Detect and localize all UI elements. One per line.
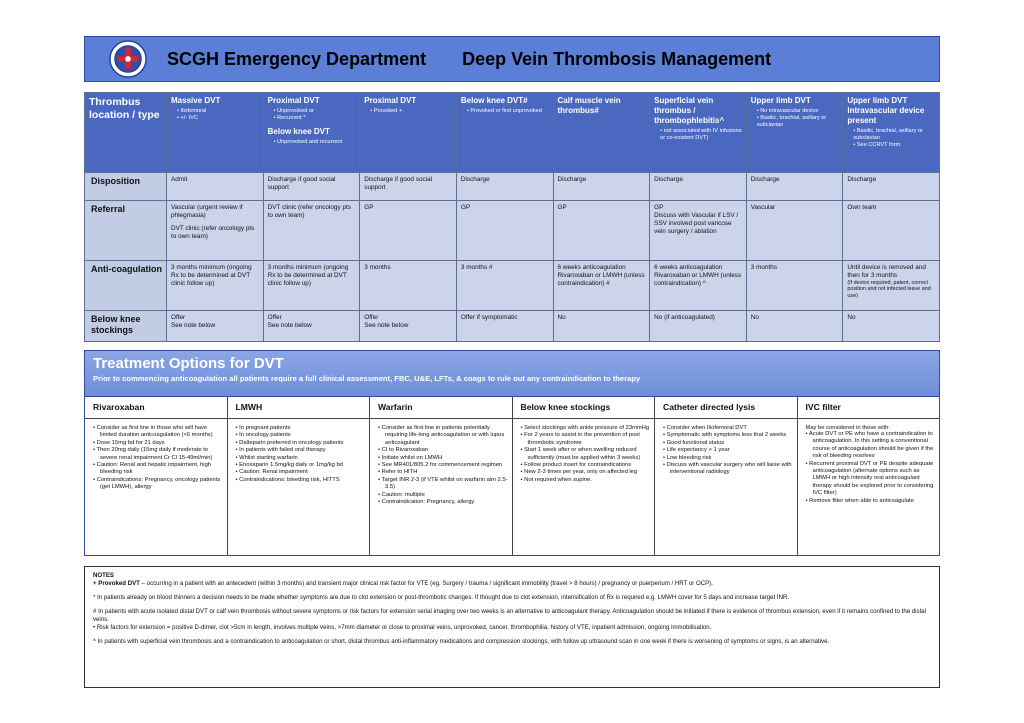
treatment-title: Treatment Options for DVT (93, 355, 284, 372)
treatment-lead: May be considered in those with: (805, 425, 890, 431)
note-caret: ^ In patients with superficial vein thrombosis and a contraindication to anticoagulation or short, distal thrombus anti-inflammatory medications and compression stockings, with follow up ultrasound scan in one week if there is worsening of symptoms or signs, is an alternative. (93, 638, 830, 646)
treatment-column-heading: Catheter directed lysis (655, 397, 797, 419)
list-item: • New 2-3 times per year, only on affected leg (521, 469, 651, 476)
list-item: • Follow product insert for contraindications (521, 462, 651, 469)
list-item: • For 2 years to assist in the prevention of post thrombotic syndrome (521, 432, 651, 447)
list-item: • Life expectancy > 1 year (663, 447, 793, 454)
list-item: • Caution: multiple (378, 492, 508, 499)
note-provoked: + Provoked DVT – occurring in a patient with an antecedent (within 3 months) and transient major clinical risk factor for VTE (eg. Surgery / trauma / significant immobility (travel > 8 hours) / pregnancy or puerperium / HRT or OCP). (93, 580, 713, 588)
table-cell: Discharge (456, 173, 553, 201)
table-cell: Offer See note below (263, 311, 360, 342)
list-item: • Contraindications: bleeding risk, HITTS (236, 477, 366, 484)
table-row-anticoagulation (85, 260, 940, 310)
treatment-column (370, 397, 513, 555)
treatment-subtitle: Prior to commencing anticoagulation all patients require a full clinical assessment, FBC, U&E, LFTs, & coags to rule out any contraindication to therapy (93, 374, 641, 383)
list-item: • Caution: Renal impairment (236, 469, 366, 476)
table-cell: GP (456, 201, 553, 261)
table-cell: No (553, 311, 650, 342)
list-item: • Initiate whilst on LMWH (378, 455, 508, 462)
col-calf-muscle: Calf muscle vein thrombus# (553, 93, 650, 173)
list-item: • In patients with failed oral therapy (236, 447, 366, 454)
list-item: • Start 1 week after or when swelling reduced sufficiently (must be applied within 3 weeks) (521, 447, 651, 462)
table-cell: GP Discuss with Vascular if LSV / SSV involved post varicose vein surgery / ablation (650, 201, 747, 261)
table-cell: 3 months minimum (ongoing Rx to be determined at DVT clinic follow up) (263, 260, 360, 310)
document-title: Deep Vein Thrombosis Management (462, 48, 772, 69)
list-item: • Consider as first line in patients potentially requiring life-long anticoagulation or with lupus anticoagulant (378, 425, 508, 447)
list-item: • Dalteparin preferred in oncology patients (236, 440, 366, 447)
list-item: • Consider when Iliofemoral DVT (663, 425, 793, 432)
list-item: • Not required when supine. (521, 477, 651, 484)
org-title: SCGH Emergency Department (167, 48, 427, 69)
table-cell: 3 months (360, 260, 457, 310)
treatment-list (93, 425, 223, 492)
table-cell: No (843, 311, 940, 342)
note-hash: # In patients with acute isolated distal DVT or calf vein thrombosis without severe symptoms or risk factors for extension serial imaging over two weeks is an alternative to anticoagulant therapy. Anticoagulation should be initiated if there is evidence of thrombus extension, even if it remains confined to the distal veins. (93, 608, 927, 624)
table-cell: 6 weeks anticoagulation Rivaroxaban or LMWH (unless contraindication) # (553, 260, 650, 310)
list-item: • Dose 15mg bd for 21 days (93, 440, 223, 447)
row-label: Referral (85, 201, 167, 261)
list-item: • Discuss with vascular surgery who will liaise with interventional radiology (663, 462, 793, 477)
dvt-management-table (84, 92, 940, 342)
treatment-options-panel (84, 350, 940, 556)
treatment-list (236, 425, 366, 484)
table-cell: No (746, 311, 843, 342)
col-massive-dvt: Massive DVT • Iliofemoral • +/- IVC (167, 93, 264, 173)
treatment-columns (85, 397, 939, 555)
treatment-column (228, 397, 371, 555)
notes-title: NOTES (93, 572, 114, 579)
list-item: • Then 20mg daily (15mg daily if moderate to severe renal impairment Cr Cl 15-49ml/min) (93, 447, 223, 462)
table-cell: Discharge if good social support (360, 173, 457, 201)
table-cell: 3 months # (456, 260, 553, 310)
col-superficial-vein: Superficial vein thrombus / thrombophlebitis^ • not associated with IV infusions or co-existent DVT) (650, 93, 747, 173)
col-upper-limb-dvt: Upper limb DVT • No intravascular device • Basilic, brachial, axillary or subclavian (746, 93, 843, 173)
list-item: • Caution: Renal and hepatic impairment, high bleeding risk (93, 462, 223, 477)
treatment-header (85, 351, 939, 397)
table-cell: GP (553, 201, 650, 261)
table-cell: GP (360, 201, 457, 261)
treatment-column (85, 397, 228, 555)
list-item: • Select stockings with ankle pressure of 23mmHg (521, 425, 651, 432)
treatment-list (806, 431, 936, 505)
list-item: • Contraindications: Pregnancy, oncology patients (get LMWH), allergy (93, 477, 223, 492)
treatment-column-heading: IVC filter (798, 397, 940, 419)
list-item: • Good functional status (663, 440, 793, 447)
treatment-column-heading: LMWH (228, 397, 370, 419)
table-cell: No (if anticoagulated) (650, 311, 747, 342)
table-cell: Vascular (urgent review if phlegmasia) DVT clinic (refer oncology pts to own team) (167, 201, 264, 261)
table-cell: Vascular (746, 201, 843, 261)
table-cell: 6 weeks anticoagulation Rivaroxaban or LMWH (unless contraindication) ^ (650, 260, 747, 310)
treatment-column-heading: Below knee stockings (513, 397, 655, 419)
table-header-row (85, 93, 940, 173)
row-label: Below knee stockings (85, 311, 167, 342)
list-item: • See MR401/805.2 for commencement regimen (378, 462, 508, 469)
table-cell: Offer See note below (167, 311, 264, 342)
list-item: • In pregnant patients (236, 425, 366, 432)
row-header-cell: Thrombus location / type (85, 93, 167, 173)
table-cell: Discharge if good social support (263, 173, 360, 201)
hospital-crest-icon (109, 40, 147, 78)
table-cell: Own team (843, 201, 940, 261)
table-cell: Discharge (843, 173, 940, 201)
table-cell: Offer if symptomatic (456, 311, 553, 342)
table-cell: Until device is removed and then for 3 months (If device required, patent, correct position and not infected leave and use) (843, 260, 940, 310)
treatment-column (513, 397, 656, 555)
list-item: • Symptomatic with symptoms less that 2 weeks (663, 432, 793, 439)
list-item: • Enoxaparin 1.5mg/kg daily or 1mg/kg bd (236, 462, 366, 469)
table-cell: Offer See note below (360, 311, 457, 342)
list-item: • CI to Rivaroxaban (378, 447, 508, 454)
table-cell: DVT clinic (refer oncology pts to own team) (263, 201, 360, 261)
list-item: • Whilst starting warfarin (236, 455, 366, 462)
col-proximal-dvt-provoked: Proximal DVT • Provoked + (360, 93, 457, 173)
treatment-list (378, 425, 508, 506)
notes-panel (84, 566, 940, 688)
treatment-list (663, 425, 793, 477)
table-row-stockings (85, 311, 940, 342)
col-proximal-dvt-unprovoked: Proximal DVT • Unprovoked or • Recurrent * Below knee DVT • Unprovoked and recurrent (263, 93, 360, 173)
list-item: • Refer to HITH (378, 469, 508, 476)
row-label: Disposition (85, 173, 167, 201)
list-item: • Remove filter when able to anticoagulate (806, 498, 936, 505)
table-cell: 3 months (746, 260, 843, 310)
note-star: * In patients already on blood thinners a decision needs to be made whether symptoms are due to clot extension or post-thrombotic changes. If thought due to clot extension, intensification of Rx is required e.g. LMWH cover for 5 days and increase target INR. (93, 594, 790, 602)
list-item: • Recurrent proximal DVT or PE despite adequate anticoagulation (alternate options such as LMWH or high intensity oral anticoagulant therapy should be explored prior to considering IVC filter) (806, 461, 936, 498)
table-cell: 3 months minimum (ongoing Rx to be determined at DVT clinic follow up) (167, 260, 264, 310)
table-cell: Discharge (553, 173, 650, 201)
list-item: • Consider as first line in those who will have limited duration anticoagulation (<6 months) (93, 425, 223, 440)
note-risk: • Risk factors for extension = positive D-dimer, clot >5cm in length, involves multiple veins, >7mm diameter or close to proximal veins, unprovoked, cancer, thrombophilia, history of VTE, inpatient admission, ongoing immobilisation. (93, 624, 712, 632)
treatment-column (655, 397, 798, 555)
treatment-column-heading: Rivaroxaban (85, 397, 227, 419)
list-item: • Acute DVT or PE who have a contraindication to anticoagulation. In this setting a conventional course of anticoagulation should be given if the risk of bleeding resolves (806, 431, 936, 461)
header-banner (84, 36, 940, 82)
table-cell: Discharge (746, 173, 843, 201)
treatment-column (798, 397, 940, 555)
col-upper-limb-device: Upper limb DVT Intravascular device present • Basilic, brachial, axillary or subclavian • See CCRVT form (843, 93, 940, 173)
col-below-knee-dvt: Below knee DVT# • Provoked or first unprovoked (456, 93, 553, 173)
treatment-column-heading: Warfarin (370, 397, 512, 419)
list-item: • Low bleeding risk (663, 455, 793, 462)
treatment-list (521, 425, 651, 484)
table-cell: Admit (167, 173, 264, 201)
table-row-disposition (85, 173, 940, 201)
list-item: • Target INR 2-3 (if VTE whilst on warfarin aim 2.5-3.5) (378, 477, 508, 492)
row-label: Anti-coagulation (85, 260, 167, 310)
list-item: • Contraindication: Pregnancy, allergy (378, 499, 508, 506)
table-row-referral (85, 201, 940, 261)
list-item: • In oncology patients (236, 432, 366, 439)
table-cell: Discharge (650, 173, 747, 201)
